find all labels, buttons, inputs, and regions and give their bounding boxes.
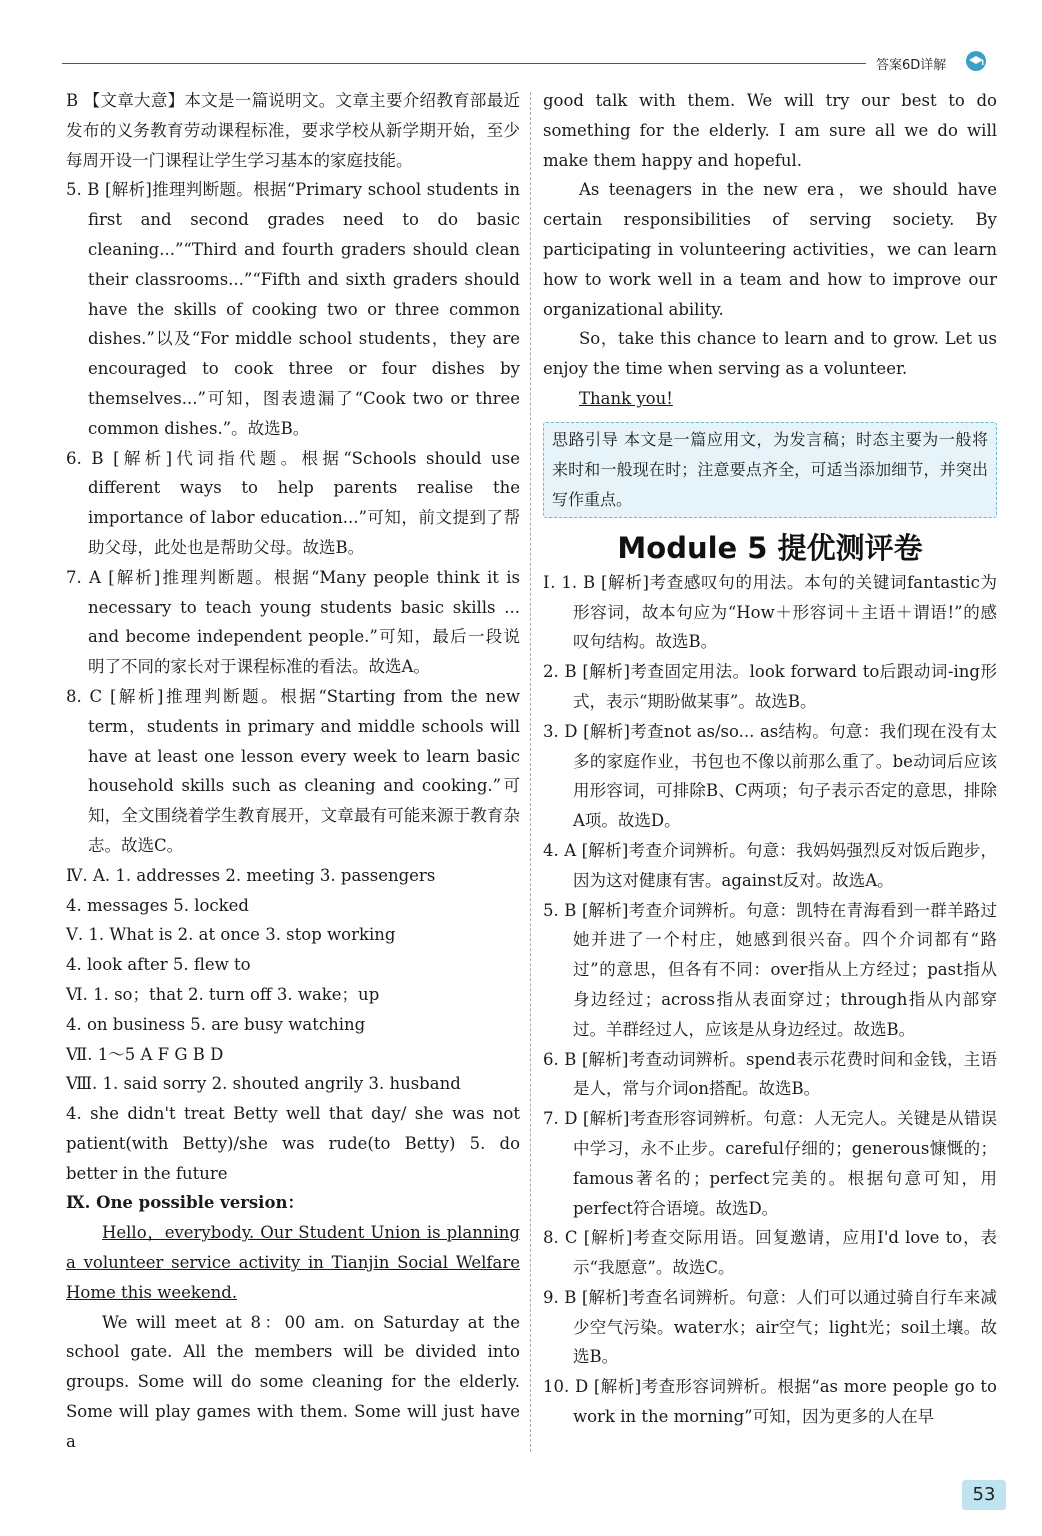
mc-item-4: 4. A [解析]考查介词辨析。句意：我妈妈强烈反对饭后跑步，因为这对健康有害。against反对。故选A。 — [543, 840, 997, 890]
section-7-line: Ⅶ. 1～5 A F G B D — [66, 1044, 224, 1064]
essay-paragraph-3: As teenagers in the new era，we should have certain responsibilities of serving society. By participating in volunteering activities，we can learn how to work well in a team and how to improve our organizational ability. — [543, 180, 997, 319]
answer-item-5: 5. B [解析]推理判断题。根据“Primary school students in first and second grades need to do basic cleaning...”“Third and fourth graders should clean their classrooms...”“Fifth and sixth graders should have the skills of cooking two or three common dishes.”以及“For middle school students，they are encouraged to cook three or four dishes by themselves...”可知，图表遗漏了“Cook two or three common dishes.”。故选B。 — [66, 180, 520, 438]
section-8-line-1: Ⅷ. 1. said sorry 2. shouted angrily 3. husband — [66, 1074, 461, 1094]
graduation-cap-icon — [965, 50, 987, 72]
essay-paragraph-1: Hello，everybody. Our Student Union is planning a volunteer service activity in Tianjin Social Welfare Home this weekend. — [66, 1223, 520, 1302]
section-6-line-2: 4. on business 5. are busy watching — [66, 1014, 366, 1034]
section-5-line-1: Ⅴ. 1. What is 2. at once 3. stop working — [66, 925, 396, 945]
answer-item-6: 6. B [解析]代词指代题。根据“Schools should use different ways to help parents realise the importance of labor education...”可知，前文提到了帮助父母，此处也是帮助父母。故选B。 — [66, 448, 520, 557]
mc-item-6: 6. B [解析]考查动词辨析。spend表示花费时间和金钱，主语是人，常与介词on搭配。故选B。 — [543, 1049, 997, 1099]
essay-paragraph-4: So，take this chance to learn and to grow. Let us enjoy the time when serving as a volunteer. — [543, 329, 997, 379]
essay-paragraph-2-continued: good talk with them. We will try our best to do something for the elderly. I am sure all we do will make them happy and hopeful. — [543, 91, 997, 170]
answer-item-8: 8. C [解析]推理判断题。根据“Starting from the new term，students in primary and middle schools will have at least one lesson every week to learn basic household skills such as cleaning and cooking.”可知，全文围绕着学生教育展开，文章最有可能来源于教育杂志。故选C。 — [66, 686, 520, 855]
mc-item-7: 7. D [解析]考查形容词辨析。句意：人无完人。关键是从错误中学习，永不止步。careful仔细的；generous慷慨的；famous著名的；perfect完美的。根据句意可知，用perfect符合语境。故选D。 — [543, 1109, 997, 1218]
answer-item-7: 7. A [解析]推理判断题。根据“Many people think it is necessary to teach young students basic skills ... and become independent people.”可知，最后一段说明了不同的家长对于课程标准的看法。故选A。 — [66, 567, 520, 677]
mc-item-1: Ⅰ. 1. B [解析]考查感叹句的用法。本句的关键词fantastic为形容词，故本句应为“How＋形容词＋主语＋谓语!”的感叹句结构。故选B。 — [543, 572, 997, 652]
writing-hint-text: 思路引导 本文是一篇应用文，为发言稿；时态主要为一般将来时和一般现在时；注意要点齐全，可适当添加细节，并突出写作重点。 — [552, 429, 988, 509]
section-9-heading: Ⅸ. One possible version： — [66, 1193, 304, 1213]
left-column — [66, 86, 520, 1457]
section-4-line-2: 4. messages 5. locked — [66, 895, 249, 915]
module-title: Module 5 提优测评卷 — [617, 530, 923, 565]
writing-hint-box — [543, 422, 997, 518]
header-rule — [62, 63, 866, 64]
mc-item-9: 9. B [解析]考查名词辨析。句意：人们可以通过骑自行车来减少空气污染。water水；air空气；light光；soil土壤。故选B。 — [543, 1287, 997, 1367]
mc-item-5: 5. B [解析]考查介词辨析。句意：凯特在青海看到一群羊路过她并进了一个村庄，她感到很兴奋。四个介词都有“路过”的意思，但各有不同：over指从上方经过；past指从身边经过；across指从表面穿过；through指从内部穿过。羊群经过人，应该是从身边经过。故选B。 — [543, 900, 997, 1039]
mc-item-8: 8. C [解析]考查交际用语。回复邀请，应用I'd love to，表示“我愿意”。故选C。 — [543, 1228, 997, 1278]
section-5-line-2: 4. look after 5. flew to — [66, 955, 251, 975]
section-8-line-2: 4. she didn't treat Betty well that day/ she was not patient(with Betty)/she was rude(to Betty) 5. do better in the future — [66, 1104, 520, 1183]
essay-closing: Thank you! — [579, 388, 673, 408]
mc-item-2: 2. B [解析]考查固定用法。look forward to后跟动词-ing形式，表示“期盼做某事”。故选B。 — [543, 662, 997, 711]
page-number: 53 — [962, 1480, 1006, 1510]
essay-paragraph-2: We will meet at 8：00 am. on Saturday at the school gate. All the members will be divided into groups. Some will do some cleaning for the elderly. Some will play games with them. Some will just have a — [66, 1312, 520, 1451]
section-4-line-1: Ⅳ. A. 1. addresses 2. meeting 3. passengers — [66, 865, 436, 885]
right-column — [543, 86, 997, 1432]
summary-paragraph: B 【文章大意】本文是一篇说明文。文章主要介绍教育部最近发布的义务教育劳动课程标准，要求学校从新学期开始，至少每周开设一门课程让学生学习基本的家庭技能。 — [66, 91, 520, 170]
mc-item-10: 10. D [解析]考查形容词辨析。根据“as more people go to work in the morning”可知，因为更多的人在早 — [543, 1377, 997, 1427]
column-divider — [530, 92, 531, 1452]
section-6-line-1: Ⅵ. 1. so；that 2. turn off 3. wake；up — [66, 984, 380, 1004]
mc-item-3: 3. D [解析]考查not as/so... as结构。句意：我们现在没有太多的家庭作业，书包也不像以前那么重了。be动词后应该用形容词，可排除B、C两项；句子表示否定的意思，排除A项。故选D。 — [543, 721, 997, 831]
header-label: 答案6D详解 — [876, 58, 947, 73]
